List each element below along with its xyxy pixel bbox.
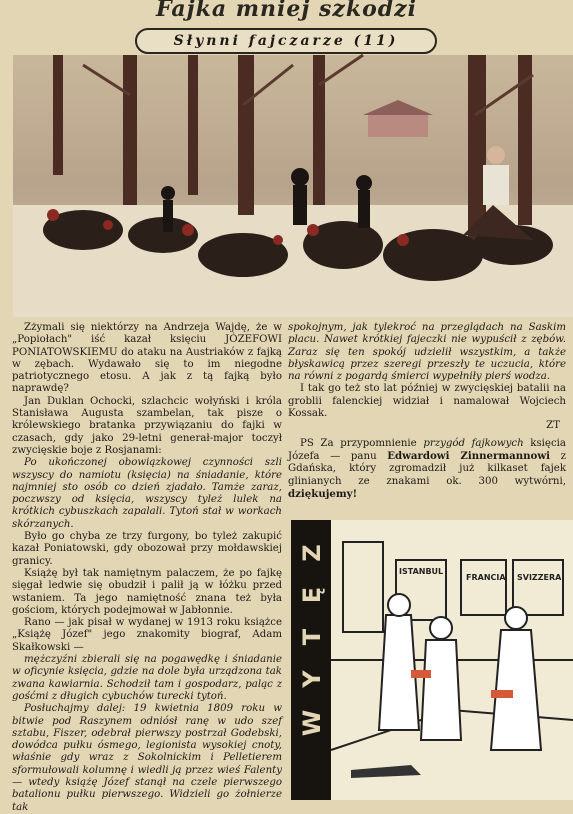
vertical-title-letter: W xyxy=(298,709,326,737)
vertical-title-letter: Ę xyxy=(298,586,326,604)
paragraph: Rano — jak pisał w wydanej w 1913 roku książce „Książę Józef" jego znakomity biograf, Adam Skałkowski — xyxy=(12,617,282,653)
quote-paragraph: mężczyźni zbierali się na pogawędkę i śniadanie w oficynie księcia, gdzie na dole była urządzona tak zwana kawiarnia. Schodził tam i gospodarz, paląc z gośćmi z długich cybuchów turecki tytoń. xyxy=(12,654,282,702)
battle-painting xyxy=(13,55,573,317)
series-banner: Słynni fajczarze (11) xyxy=(135,28,437,54)
postscript xyxy=(288,438,566,501)
ps-text: księcia Józefa — panu xyxy=(288,437,566,462)
ps-text: z Gdańska, który zgromadził już kilkaset fajek glinianych ze znakami ok. 300 wytwórni, xyxy=(288,450,566,487)
article-left-column xyxy=(12,322,282,813)
headline: Fajka mniej szkodzi xyxy=(155,0,418,22)
paragraph: Zżymali się niektórzy na Andrzeja Wajdę, że w „Popiołach" iść kazał księciu JÓZEFOWI PONIATOWSKIEMU do ataku na Austriaków z fajką w zębach. Wydawało się to im niegodne patriotycznego etosu. A jak z tą fajką było naprawdę? xyxy=(12,322,282,395)
ps-prefix: PS Za przypomnienie xyxy=(300,437,424,449)
sign-svizzera: SVIZZERA xyxy=(517,573,562,582)
quote-paragraph: Po ukończonej obowiązkowej czynności szli wszyscy do namiotu (księcia) na śniadanie, które najmniej sto osób co dzień zjadało. Tamże zaraz, poczwszy od księcia, wszyscy tyleż lulek na krótkich cybuszkach zapalali. Tytoń stał w workach skórzanych. xyxy=(12,457,282,530)
ps-title: przygód fajkowych xyxy=(423,437,524,449)
sign-istanbul: ISTANBUL xyxy=(399,567,444,576)
author-signature: ZT xyxy=(546,420,560,432)
paragraph: I tak go też sto lat później w zwycięskiej batalii na groblii falenckiej widział i namalował Wojciech Kossak. xyxy=(288,383,566,420)
sign-francia: FRANCIA xyxy=(466,573,506,582)
travel-agency-cartoon xyxy=(291,520,573,800)
ps-name: Edwardowi Zinnermannowi xyxy=(387,449,550,462)
article-right-column xyxy=(288,322,566,512)
paragraph: Książę był tak namiętnym palaczem, że po fajkę sięgał ledwie się obudził i palił ją w łóżku przed wstaniem. Ta jego namiętność znana też była gościom, których podejmował w Jabłonnie. xyxy=(12,567,282,616)
paragraph: Jan Duklan Ochocki, szlachcic wołyński i króla Stanisława Augusta szambelan, tak pisze o królewskiego bratanka przywiązaniu do fajki w czasach, gdy jako 29-letni generał-major toczył zwycięskie boje z Rosjanami: xyxy=(12,395,282,456)
vertical-title-letter: Z xyxy=(298,544,326,562)
quote-paragraph: spokojnym, jak tylekroć na przeglądach na Saskim placu. Nawet krótkiej fajeczki nie wypuścił z zębów. Zaraz się ten spokój udzielił wszystkim, a także błyskawicą przez szeregi przeszły te uczucia, które na równi z pogardą śmierci wypełniły pierś wodza. xyxy=(288,322,566,383)
vertical-title-letter: T xyxy=(298,628,326,646)
ps-thanks: dziękujemy! xyxy=(288,487,358,500)
paragraph: Było go chyba ze trzy furgony, bo tyleż zakupić kazał Poniatowski, gdy obozował przy mołdawskiej granicy. xyxy=(12,531,282,567)
quote-paragraph: Posłuchajmy dalej: 19 kwietnia 1809 roku w bitwie pod Raszynem odniósł ranę w udo szef sztabu, Fiszer, odebrał pierwszy postrzał Godebski, dowódca pułku ósmego, legionista wysokiej cnoty, właśnie gdy wraz z Sokolnickim i Pelletierem sformułowali kolumnę i wiedli ją przez wieś Falenty — wtedy książę Józef stanął na czele pierwszego batalionu pułku pierwszego. Widzieli go żołnierze tak xyxy=(12,703,282,813)
vertical-title-letter: Y xyxy=(298,670,326,688)
